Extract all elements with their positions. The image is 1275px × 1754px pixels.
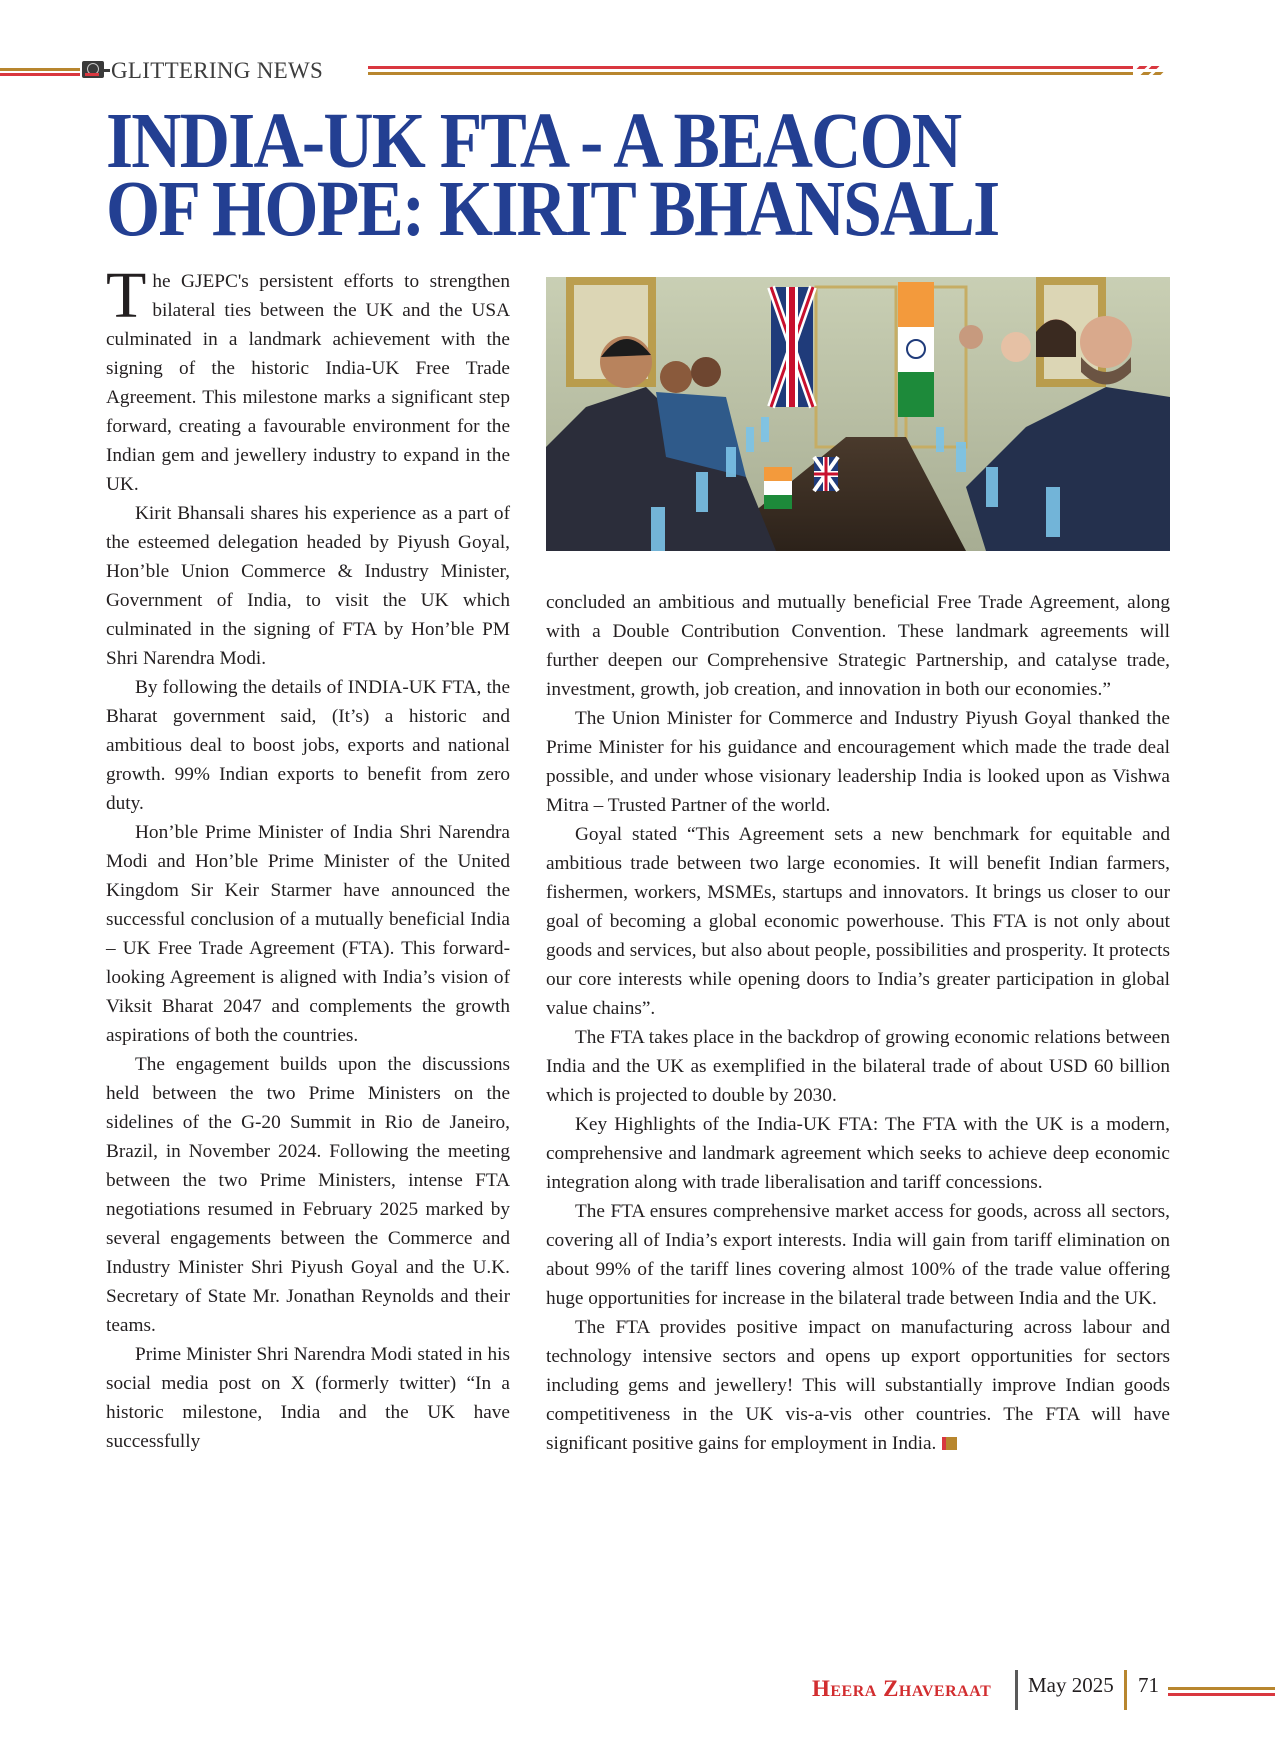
article-paragraph: The engagement builds upon the discussions held between the two Prime Ministers on the sidelines of the G-20 Summit in Rio de Janeiro, Brazil, in November 2024. Following the meeting between the two Prime Ministers, intense FTA negotiations resumed in February 2025 marked by several engagements between the Commerce and Industry Minister Shri Piyush Goyal and the U.K. Secretary of State Mr. Jonathan Reynolds and their teams. bbox=[106, 1054, 510, 1336]
article-column-left bbox=[106, 259, 510, 1456]
article-paragraph: The FTA takes place in the backdrop of growing economic relations between India and the UK as exemplified in the bilateral trade of about USD 60 billion which is projected to double by 2030. bbox=[546, 1027, 1170, 1106]
section-label: GLITTERING NEWS bbox=[111, 58, 324, 83]
footer-stripe-red bbox=[1168, 1693, 1275, 1696]
page-footer bbox=[0, 1668, 1275, 1708]
footer-divider bbox=[1015, 1670, 1018, 1710]
drop-cap: T bbox=[106, 259, 147, 332]
article-paragraph: Prime Minister Shri Narendra Modi stated in his social media post on X (formerly twitter) “In a historic milestone, India and the UK have successfully bbox=[106, 1344, 510, 1452]
article-column-right bbox=[546, 588, 1170, 1458]
delegation-meeting-photo bbox=[546, 277, 1170, 551]
header-stripe-gold bbox=[0, 68, 80, 71]
article-paragraph: Goyal stated “This Agreement sets a new benchmark for equitable and ambitious trade between two large economies. It will benefit Indian farmers, fishermen, workers, MSMEs, startups and innovators. It brings us closer to our goal of becoming a global economic powerhouse. This FTA is not only about goods and services, but also about people, possibilities and prosperity. It protects our core interests while opening doors to India’s greater participation in global value chains”. bbox=[546, 824, 1170, 1019]
magazine-brand: Heera Zhaveraat bbox=[812, 1676, 992, 1701]
article-paragraph: Hon’ble Prime Minister of India Shri Narendra Modi and Hon’ble Prime Minister of the United Kingdom Sir Keir Starmer have announced the successful conclusion of a mutually beneficial India – UK Free Trade Agreement (FTA). This forward-looking Agreement is aligned with India’s vision of Viksit Bharat 2047 and complements the growth aspirations of both the countries. bbox=[106, 822, 510, 1046]
footer-stripe-gold bbox=[1168, 1687, 1275, 1690]
article-headline bbox=[106, 98, 1048, 253]
header-stripe-end-ornament bbox=[1136, 64, 1166, 78]
article-paragraph: concluded an ambitious and mutually beneficial Free Trade Agreement, along with a Double Contribution Convention. These landmark agreements will further deepen our Comprehensive Strategic Partnership, and catalyse trade, investment, growth, job creation, and innovation in both our economies.” bbox=[546, 592, 1170, 700]
header-dash bbox=[104, 69, 110, 72]
header-stripe-gold-right bbox=[368, 72, 1133, 75]
headline-line-1: INDIA-UK FTA - A BEACON bbox=[106, 98, 961, 185]
glittering-news-logo-icon bbox=[82, 61, 104, 78]
article-paragraph: The GJEPC's persistent efforts to strengthen bilateral ties between the UK and the USA culminated in a landmark achievement with the signing of the historic India-UK Free Trade Agreement. This milestone marks a significant step forward, creating a favourable environment for the Indian gem and jewellery industry to expand in the UK. bbox=[106, 259, 510, 495]
article-paragraph: Kirit Bhansali shares his experience as a part of the esteemed delegation headed by Piyush Goyal, Hon’ble Union Commerce & Industry Minister, Government of India, to visit the UK which culminated in the signing of FTA by Hon’ble PM Shri Narendra Modi. bbox=[106, 503, 510, 669]
header-stripe-red-right bbox=[368, 66, 1133, 69]
article-paragraph: By following the details of INDIA-UK FTA, the Bharat government said, (It’s) a historic and ambitious deal to boost jobs, exports and national growth. 99% Indian exports to benefit from zero duty. bbox=[106, 677, 510, 814]
hz-end-mark-icon bbox=[942, 1437, 957, 1450]
article-paragraph: The FTA ensures comprehensive market access for goods, across all sectors, covering all of India’s export interests. India will gain from tariff elimination on about 99% of the tariff lines covering almost 100% of the trade value offering huge opportunities for increase in the bilateral trade between India and the UK. bbox=[546, 1201, 1170, 1309]
header-stripe-red bbox=[0, 73, 80, 76]
headline-line-2: OF HOPE: KIRIT BHANSALI bbox=[106, 166, 999, 253]
section-header bbox=[0, 58, 1275, 86]
issue-date: May 2025 bbox=[1028, 1673, 1114, 1697]
footer-divider-gold bbox=[1124, 1670, 1127, 1710]
page-number: 71 bbox=[1138, 1673, 1159, 1697]
article-paragraph-last: The FTA provides positive impact on manufacturing across labour and technology intensive sectors and opens up export opportunities for sectors including gems and jewellery! This will substantially improve Indian goods competitiveness in the UK vis-a-vis other countries. The FTA will have significant positive gains for employment in India. bbox=[546, 1317, 1170, 1454]
article-paragraph: Key Highlights of the India-UK FTA: The FTA with the UK is a modern, comprehensive and landmark agreement which seeks to achieve deep economic integration along with trade liberalisation and tariff concessions. bbox=[546, 1114, 1170, 1193]
article-paragraph: The Union Minister for Commerce and Industry Piyush Goyal thanked the Prime Minister for his guidance and encouragement which made the trade deal possible, and under whose visionary leadership India is looked upon as Vishwa Mitra – Trusted Partner of the world. bbox=[546, 708, 1170, 816]
